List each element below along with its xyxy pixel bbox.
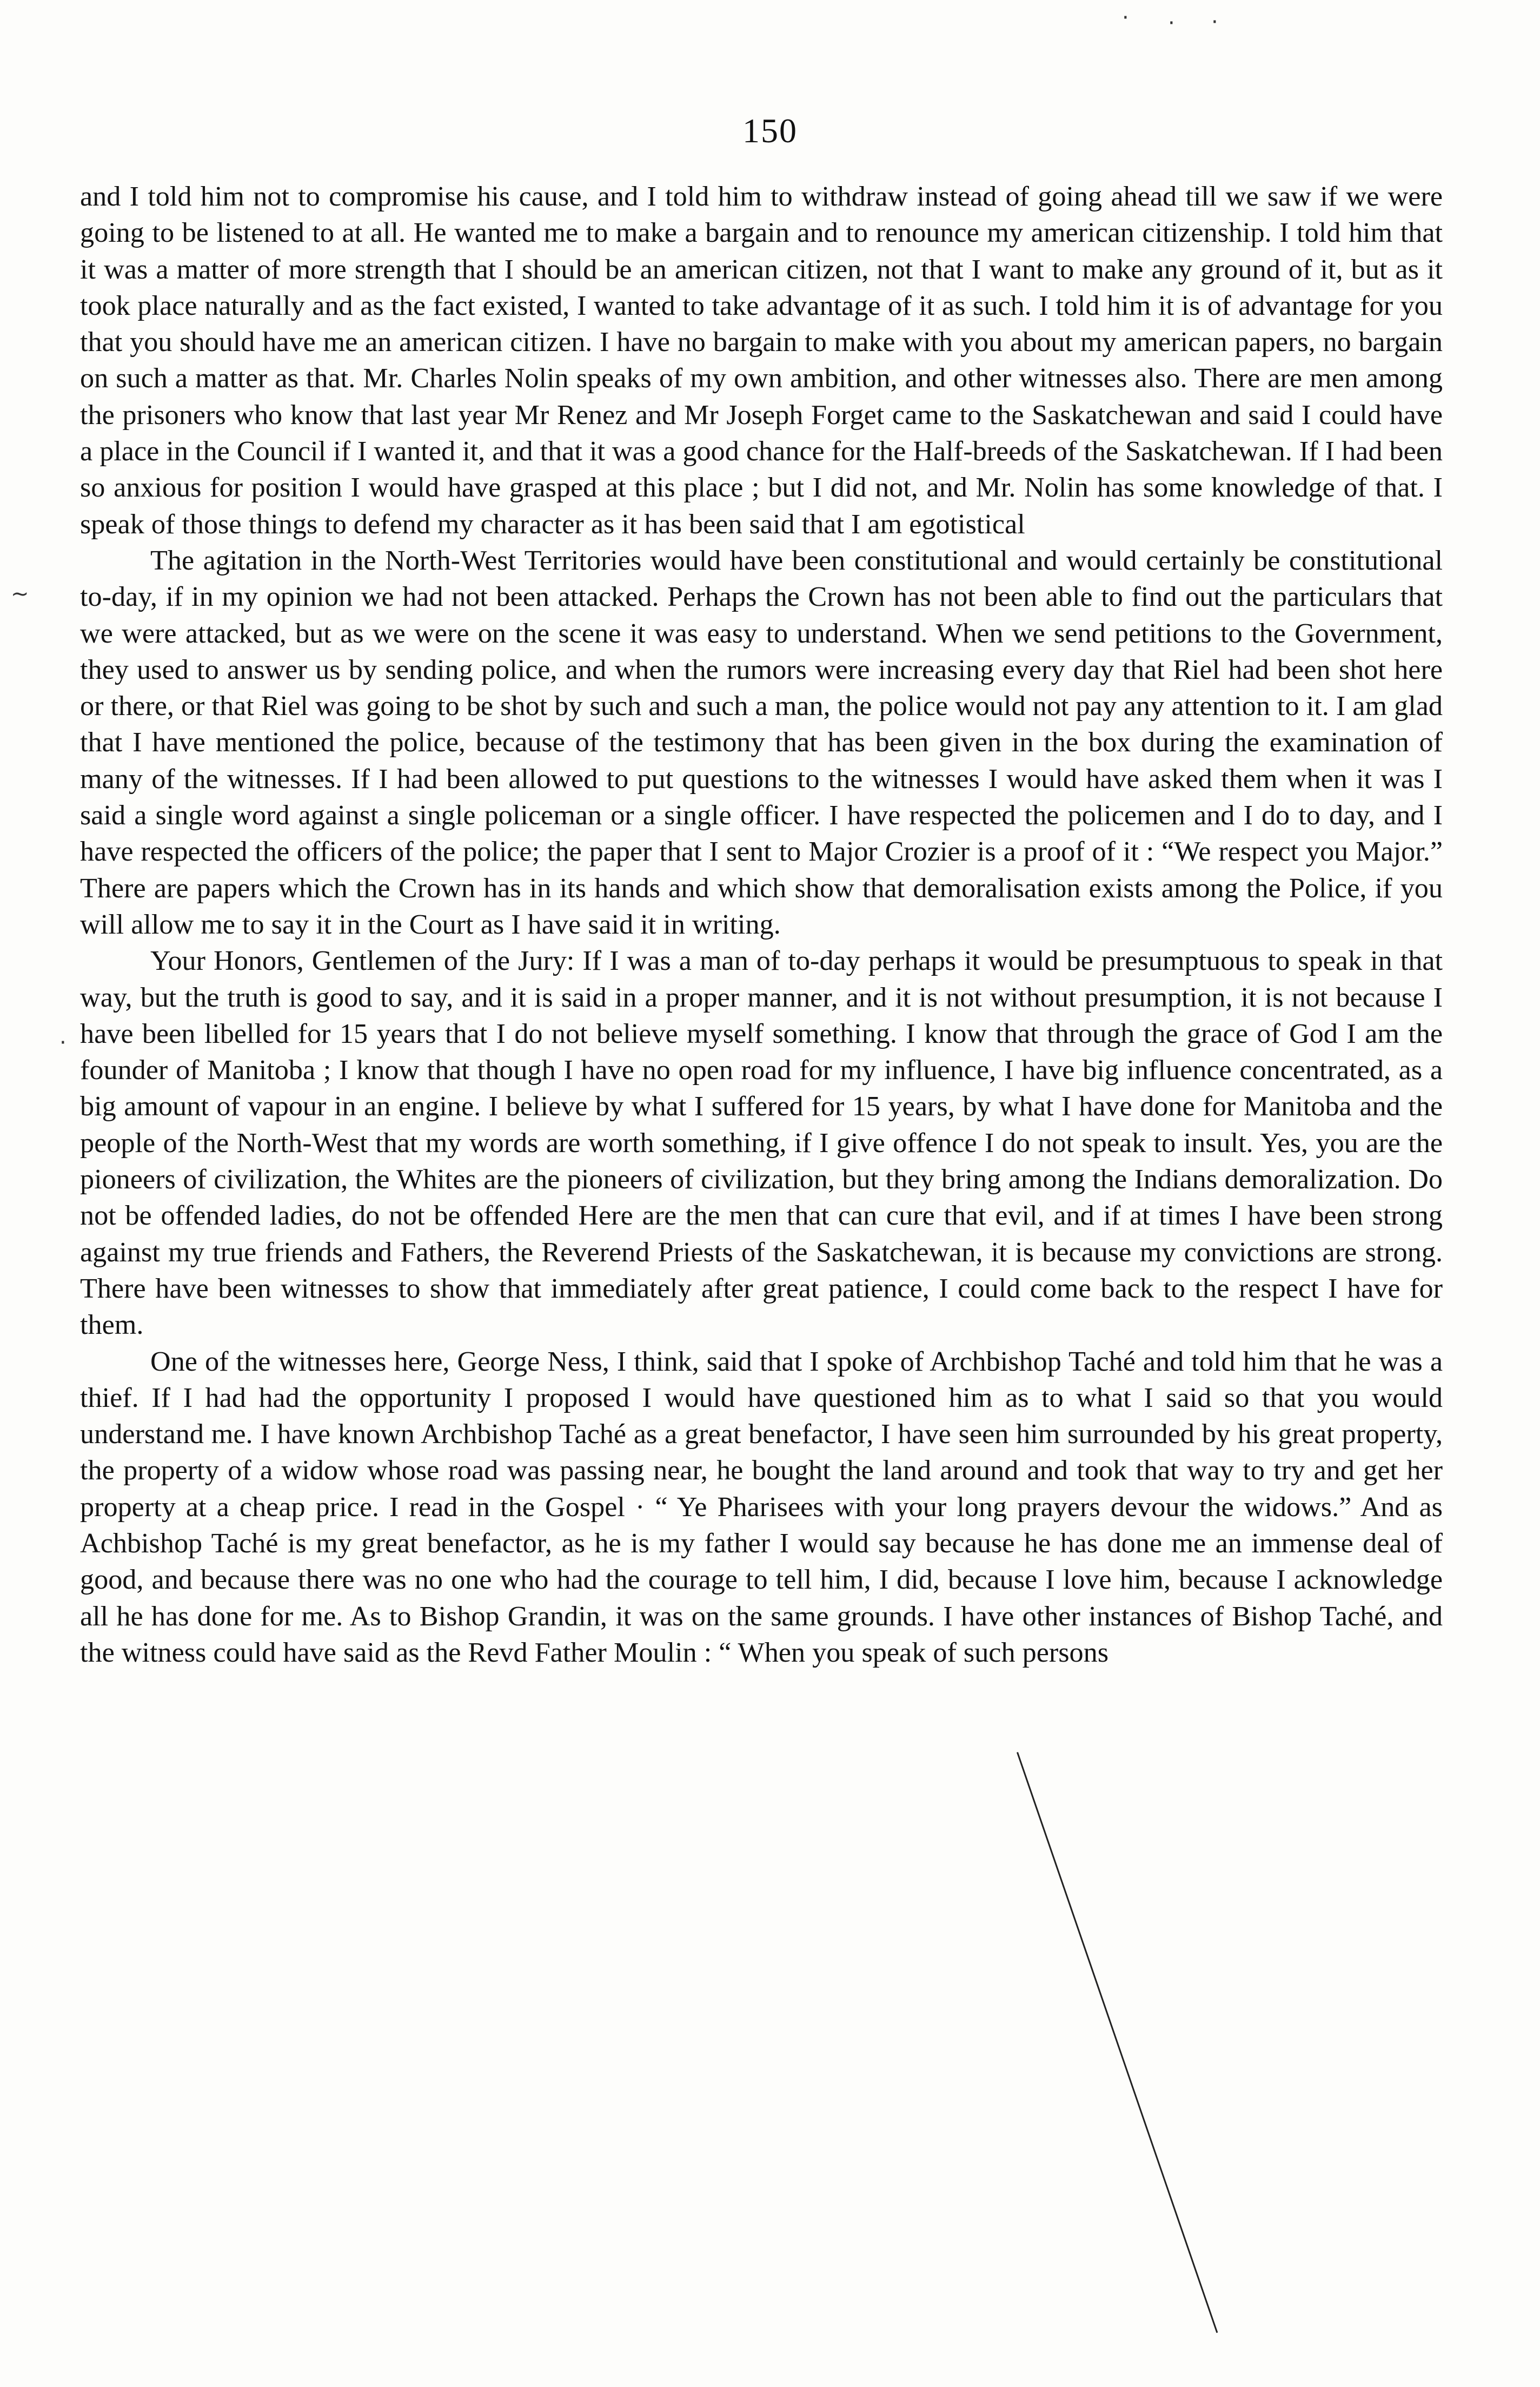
page-number: 150 (742, 111, 798, 150)
scan-crease-line (1017, 1752, 1218, 2333)
paragraph-4: One of the witnesses here, George Ness, I think, said that I spoke of Archbishop Taché and told him that he was a thief. If I had had the opportunity I proposed I would have questioned him as to what I said so that you would understand me. I have known Archbishop Taché as a great benefactor, I have seen him surrounded by his great property, the property of a widow whose road was passing near, he bought the land around and took that way to try and get her property at a cheap price. I read in the Gospel · “ Ye Pharisees with your long prayers devour the widows.” And as Achbishop Taché is my great benefactor, as he is my father I would say because he has done me an immense deal of good, and because there was no one who had the courage to tell him, I did, because I love him, because I acknowledge all he has done for me. As to Bishop Grandin, it was on the same grounds. I have other instances of Bishop Taché, and the witness could have said as the Revd Father Moulin : “ When you speak of such persons (80, 1345, 1443, 1668)
scan-speck-mark: · (1122, 5, 1129, 30)
paragraph-1: and I told him not to compromise his cause, and I told him to withdraw instead of going ahead till we saw if we were going to be listened to at all. He wanted me to make a bargain and to renounce my american citizenship. I told him that it was a matter of more strength that I should be an american citizen, not that I want to make any ground of it, but as it took place naturally and as the fact existed, I wanted to take advantage of it as such. I told him it is of advantage for you that you should have me an american citizen. I have no bargain to make with you about my american papers, no bargain on such a matter as that. Mr. Charles Nolin speaks of my own ambition, and other witnesses also. There are men among the prisoners who know that last year Mr Renez and Mr Joseph Forget came to the Saskatchewan and said I could have a place in the Council if I wanted it, and that it was a good chance for the Half-breeds of the Saskatchewan. If I had been so anxious for position I would have grasped at this place ; but I did not, and Mr. Nolin has some knowledge of that. I speak of those things to defend my character as it has been said that I am egotistical (80, 181, 1443, 540)
body-text (80, 178, 1443, 1671)
paragraph-2: The agitation in the North-West Territories would have been constitutional and would certainly be constitutional to-day, if in my opinion we had not been attacked. Perhaps the Crown has not been able to find out the particulars that we were attacked, but as we were on the scene it was easy to understand. When we send petitions to the Government, they used to answer us by sending police, and when the rumors were increasing every day that Riel had been shot here or there, or that Riel was going to be shot by such and such a man, the police would not pay any attention to it. I am glad that I have mentioned the police, because of the testimony that has been given in the box during the examination of many of the witnesses. If I had been allowed to put questions to the witnesses I would have asked them when it was I said a single word against a single policeman or a single officer. I have respected the policemen and I do to day, and I have respected the officers of the police; the paper that I sent to Major Crozier is a proof of it : “We respect you Major.” There are papers which the Crown has in its hands and which show that demoralisation exists among the Police, if you will allow me to say it in the Court as I have said it in writing. (80, 544, 1443, 940)
margin-tilde-mark: ~ (11, 581, 29, 606)
scan-speck-mark: · (1168, 11, 1175, 36)
scan-speck-mark: · (1211, 10, 1218, 35)
paragraph-3: Your Honors, Gentlemen of the Jury: If I was a man of to-day perhaps it would be presumptuous to speak in that way, but the truth is good to say, and it is said in a proper manner, and it is not without presumption, it is not because I have been libelled for 15 years that I do not believe myself something. I know that through the grace of God I am the founder of Manitoba ; I know that though I have no open road for my influence, I have big influence concentrated, as a big amount of vapour in an engine. I believe by what I suffered for 15 years, by what I have done for Manitoba and the people of the North-West that my words are worth something, if I give offence I do not speak to insult. Yes, you are the pioneers of civilization, the Whites are the pioneers of civilization, but they bring among the Indians demoralization. Do not be offended ladies, do not be offended Here are the men that can cure that evil, and if at times I have been strong against my true friends and Fathers, the Reverend Priests of the Saskatchewan, it is because my convictions are strong. There have been witnesses to show that immediately after great patience, I could come back to the respect I have for them. (80, 945, 1443, 1341)
margin-dot-mark: · (59, 1030, 67, 1055)
